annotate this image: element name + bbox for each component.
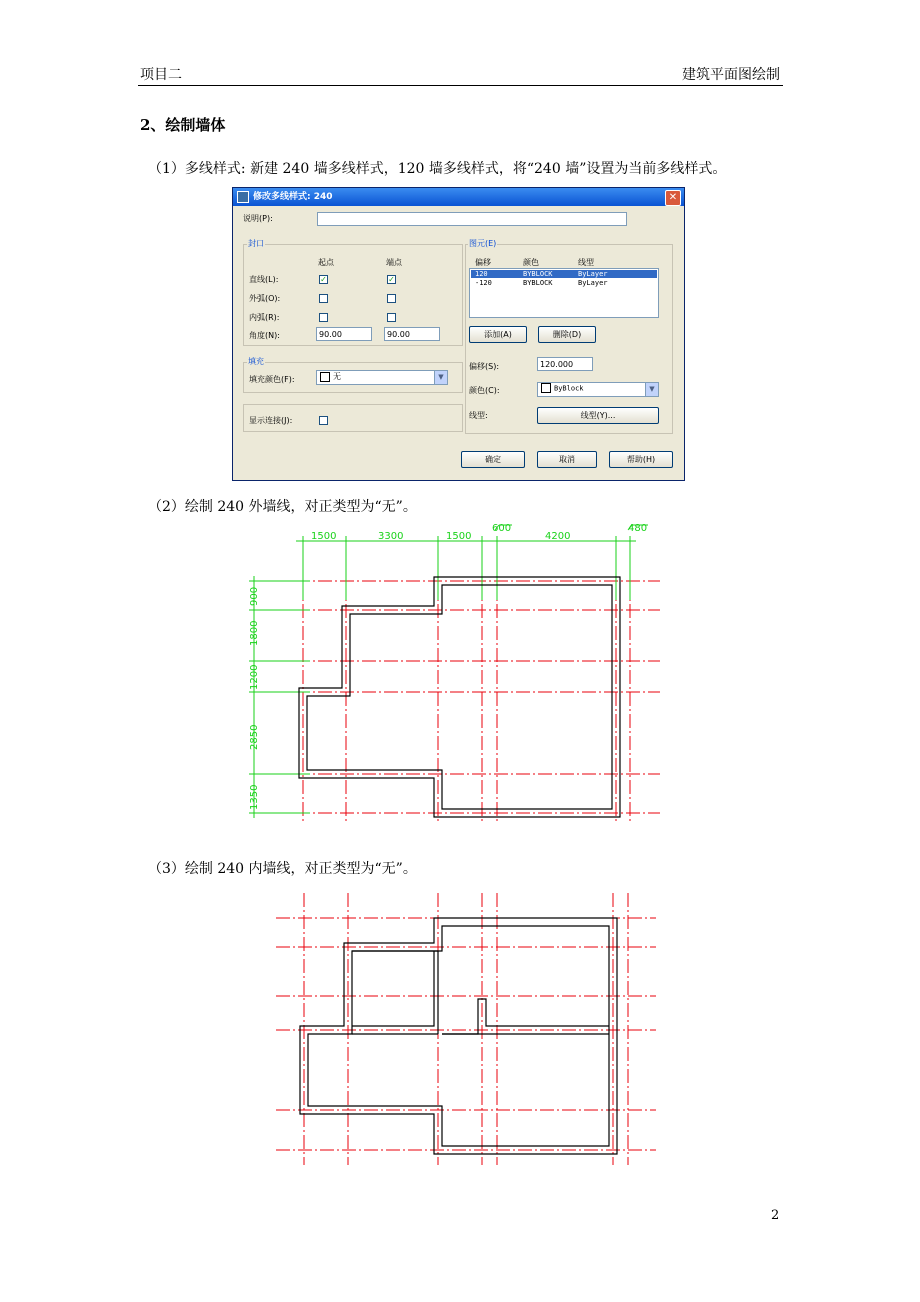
element-color-select[interactable] — [537, 382, 659, 397]
dim-left-1: 900 — [249, 586, 260, 606]
elements-row[interactable] — [471, 279, 657, 287]
elements-row-selected[interactable] — [471, 270, 657, 278]
linetype-button[interactable]: 线型(Y)... — [537, 407, 659, 424]
caps-outer-arc-label: 外弧(O): — [249, 294, 281, 303]
elements-group-label: 图元(E) — [469, 239, 497, 248]
dim-left-5: 1350 — [249, 784, 260, 810]
element-color: BYBLOCK — [523, 279, 553, 287]
app-icon — [237, 191, 249, 203]
element-offset: 120 — [475, 270, 488, 278]
caps-line-end-checkbox[interactable]: ✓ — [388, 275, 395, 284]
inner-wall-plan — [270, 890, 670, 1170]
axis-grid — [252, 560, 660, 823]
add-button[interactable]: 添加(A) — [469, 326, 527, 343]
dim-left-4: 2850 — [249, 724, 260, 750]
element-color-label: 颜色(C): — [469, 386, 500, 395]
caps-outer-arc-end-checkbox[interactable] — [387, 294, 396, 303]
dialog-title-bar — [233, 188, 684, 206]
dim-left-3: 1200 — [249, 664, 260, 690]
display-joints-label: 显示连接(J): — [249, 416, 293, 425]
elements-header-offset: 偏移 — [475, 258, 491, 267]
offset-input[interactable]: 120.000 — [537, 357, 593, 371]
display-joints-checkbox[interactable] — [319, 416, 328, 425]
angle-label: 角度(N): — [249, 331, 280, 340]
caps-group-label: 封口 — [248, 239, 264, 248]
angle-end-input[interactable]: 90.00 — [384, 327, 440, 341]
ok-button[interactable]: 确定 — [461, 451, 525, 468]
cancel-button[interactable]: 取消 — [537, 451, 597, 468]
help-button[interactable]: 帮助(H) — [609, 451, 673, 468]
fill-color-label: 填充颜色(F): — [249, 375, 295, 384]
axis-grid — [276, 893, 656, 1165]
outer-wall-plan — [230, 518, 670, 824]
step-3: （3）绘制 240 内墙线，对正类型为“无”。 — [148, 861, 417, 877]
color-swatch-icon — [541, 383, 551, 393]
description-input[interactable] — [317, 212, 627, 226]
close-button[interactable]: ✕ — [665, 190, 681, 206]
elements-header-linetype: 线型 — [578, 258, 594, 267]
step-2: （2）绘制 240 外墙线，对正类型为“无”。 — [148, 499, 417, 515]
multiline-style-dialog — [232, 187, 685, 481]
offset-label: 偏移(S): — [469, 362, 500, 371]
dim-top-5: 4200 — [545, 531, 571, 542]
section-title: 2、绘制墙体 — [140, 116, 226, 134]
dim-top-3: 1500 — [446, 531, 472, 542]
caps-line-start-checkbox[interactable]: ✓ — [320, 275, 327, 284]
description-label: 说明(P): — [243, 214, 273, 223]
caps-start-header: 起点 — [318, 258, 334, 267]
elements-header-color: 颜色 — [523, 258, 539, 267]
angle-start-input[interactable]: 90.00 — [316, 327, 372, 341]
fill-group-label: 填充 — [248, 357, 264, 366]
dialog-title: 修改多线样式: 240 — [253, 192, 333, 202]
element-linetype: ByLayer — [578, 279, 608, 287]
element-linetype: ByLayer — [578, 270, 608, 278]
element-offset: -120 — [475, 279, 492, 287]
chevron-down-icon: ▼ — [434, 371, 447, 384]
fill-color-value: 无 — [333, 372, 341, 381]
outer-walls — [299, 577, 620, 817]
inner-walls — [352, 951, 609, 1034]
caps-line-label: 直线(L): — [249, 275, 279, 284]
dim-top-1: 1500 — [311, 531, 337, 542]
dim-left-2: 1800 — [249, 620, 260, 646]
step-1: （1）多线样式: 新建 240 墙多线样式，120 墙多线样式，将“240 墙”设置为当前多线样式。 — [148, 161, 727, 177]
chevron-down-icon: ▼ — [645, 383, 658, 396]
header-left: 项目二 — [140, 67, 182, 83]
caps-inner-arc-end-checkbox[interactable] — [387, 313, 396, 322]
linetype-label: 线型: — [469, 411, 488, 420]
element-color-value: ByBlock — [554, 384, 584, 393]
elements-list[interactable] — [469, 268, 659, 318]
dim-top-2: 3300 — [378, 531, 404, 542]
dim-top-6: 480 — [628, 523, 648, 534]
page-number: 2 — [771, 1208, 780, 1223]
dimension-labels — [249, 523, 647, 810]
fill-swatch-icon — [320, 372, 330, 382]
delete-button[interactable]: 删除(D) — [538, 326, 596, 343]
fill-color-select[interactable] — [316, 370, 448, 385]
caps-end-header: 端点 — [386, 258, 402, 267]
header-rule — [138, 85, 783, 86]
caps-inner-arc-start-checkbox[interactable] — [319, 313, 328, 322]
header-right: 建筑平面图绘制 — [682, 67, 780, 83]
caps-inner-arc-label: 内弧(R): — [249, 313, 280, 322]
caps-outer-arc-start-checkbox[interactable] — [319, 294, 328, 303]
dim-top-4: 600 — [492, 523, 512, 534]
element-color: BYBLOCK — [523, 270, 553, 278]
